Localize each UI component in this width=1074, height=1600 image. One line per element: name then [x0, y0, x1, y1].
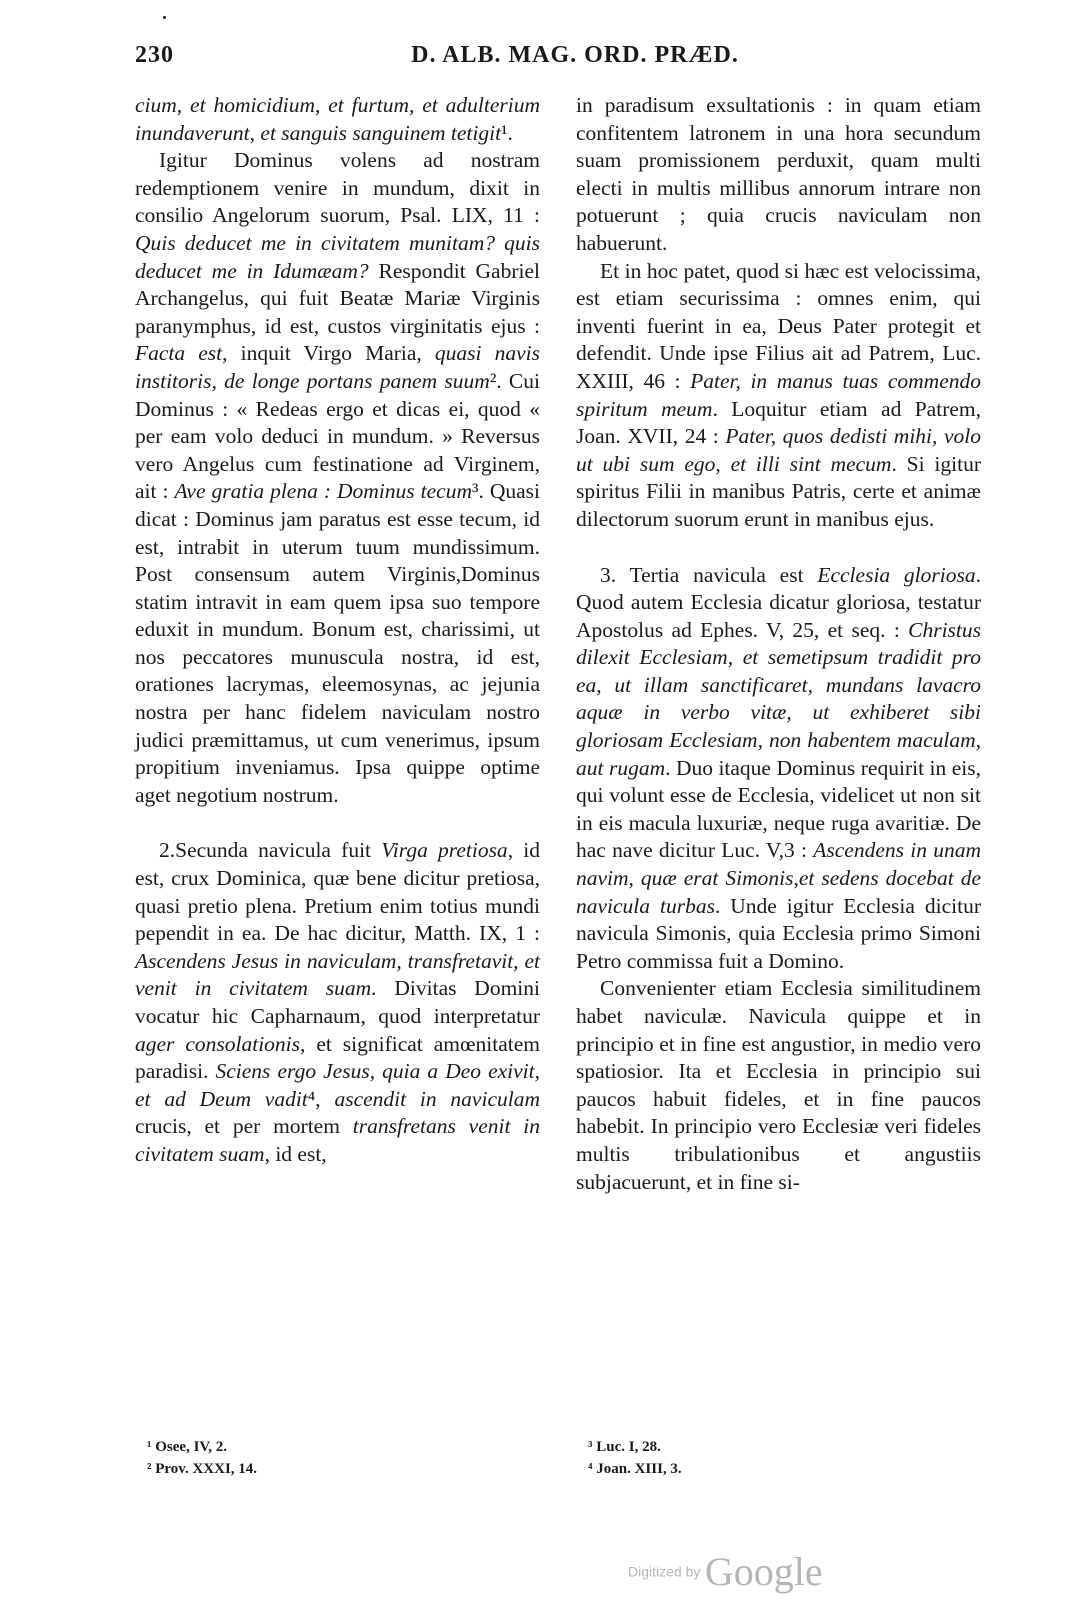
- footnotes-right: [588, 1436, 682, 1480]
- paragraph: in paradisum exsultationis : in quam etiam confitentem latronem in una hora secundum suam promissionem perduxit, quam multi electi in multis millibus annorum intrare non potuerunt ; quia crucis naviculam non habuerunt.: [576, 93, 981, 255]
- footnote: ³ Luc. I, 28.: [588, 1439, 661, 1455]
- paragraph: Et in hoc patet, quod si hæc est velocissima, est etiam securissima : omnes enim, qui inventi fuerint in ea, Deus Pater protegit et defendit. Unde ipse Filius ait ad Patrem, Luc. XXIII, 46 : Pater, in manus tuas commendo spiritum meum. Loquitur etiam ad Patrem, Joan. XVII, 24 : Pater, quos dedisti mihi, volo ut ubi sum ego, et illi sint mecum. Si igitur spiritus Filii in manibus Patris, certe et animæ dilectorum suorum erunt in manibus ejus.: [576, 258, 982, 531]
- ink-speck: [163, 16, 166, 19]
- footnote: ¹ Osee, IV, 2.: [147, 1439, 228, 1455]
- paragraph: 3. Tertia navicula est Ecclesia gloriosa. Quod autem Ecclesia dicatur gloriosa, testatur Apostolus ad Ephes. V, 25, et seq. : Christus dilexit Ecclesiam, et semetipsum tradidit pro ea, ut illam sanctificaret, mundans lavacro aquæ in verbo vitæ, ut exhiberet sibi gloriosam Ecclesiam, non habentem maculam, aut rugam. Duo itaque Dominus requirit in eis, qui volunt esse de Ecclesia, videlicet ut non sit in eis macula luxuriæ, neque ruga avaritiæ. De hac nave dicitur Luc. V,3 : Ascendens in unam navim, quæ erat Simonis,et sedens docebat de navicula turbas. Unde igitur Ecclesia dicitur navicula Simonis, quia Ecclesia primo Simoni Petro commissa fuit a Domino.: [576, 562, 981, 973]
- paragraph: cium, et homicidium, et furtum, et adulterium inundaverunt, et sanguis sanguinem tetigit¹.: [135, 93, 540, 145]
- footnote: ⁴ Joan. XIII, 3.: [588, 1461, 682, 1477]
- footnotes-left: [147, 1436, 257, 1480]
- page-number: 230: [135, 42, 174, 68]
- watermark-prefix: Digitized by: [628, 1563, 701, 1580]
- paragraph: 2.Secunda navicula fuit Virga pretiosa, id est, crux Dominica, quæ bene dicitur pretiosa, quasi pretio plena. Pretium enim totius mundi pependit in ea. De hac dicitur, Matth. IX, 1 : Ascendens Jesus in naviculam, transfretavit, et venit in civitatem suam. Divitas Domini vocatur hic Capharnaum, quod interpretatur ager consolationis, et significat amœnitatem paradisi. Sciens ergo Jesus, quia a Deo exivit, et ad Deum vadit⁴, ascendit in naviculam crucis, et per mortem transfretans venit in civitatem suam, id est,: [135, 838, 541, 1166]
- paragraph: Convenienter etiam Ecclesia similitudinem habet naviculæ. Navicula quippe et in principio et in fine est angustior, in medio vero spatiosior. Ita et Ecclesia in principio sui paucos habuit fideles, et in fine paucos habebit. In principio vero Ecclesiæ veri fideles multis tribulationibus et angustiis subjacuerunt, et in fine si-: [576, 976, 981, 1194]
- footnote: ² Prov. XXXI, 14.: [147, 1461, 258, 1477]
- running-head: [135, 42, 985, 82]
- paragraph: Igitur Dominus volens ad nostram redemptionem venire in mundum, dixit in consilio Angelorum suorum, Psal. LIX, 11 : Quis deducet me in civitatem munitam? quis deducet me in Idumæam? Respondit Gabriel Archangelus, qui fuit Beatæ Mariæ Virginis paranymphus, id est, custos virginitatis ejus : Facta est, inquit Virgo Maria, quasi navis institoris, de longe portans panem suum². Cui Dominus : « Redeas ergo et dicas ei, quod « per eam volo deduci in mundum. » Reversus vero Angelus cum festinatione ad Virginem, ait : Ave gratia plena : Dominus tecum³. Quasi dicat : Dominus jam paratus est esse tecum, id est, intrabit in uterum tuum mundissimum. Post consensum autem Virginis,Dominus statim intravit in eam quem ipsa suo tempore eduxit in mundum. Bonum est, charissimi, ut nos peccatores munuscula nostra, id est, orationes lacrymas, eleemosynas, ac jejunia nostra per hanc fidelem naviculam nostro judici præmittamus, ut cum venerimus, ipsum propitium inveniamus. Ipsa quippe optime aget negotium nostrum.: [135, 148, 541, 807]
- left-column: [135, 92, 540, 1169]
- running-title: D. ALB. MAG. ORD. PRÆD.: [411, 42, 739, 68]
- google-logo: Google: [704, 1549, 823, 1594]
- digitized-watermark: [628, 1548, 823, 1598]
- right-column: [576, 92, 981, 1196]
